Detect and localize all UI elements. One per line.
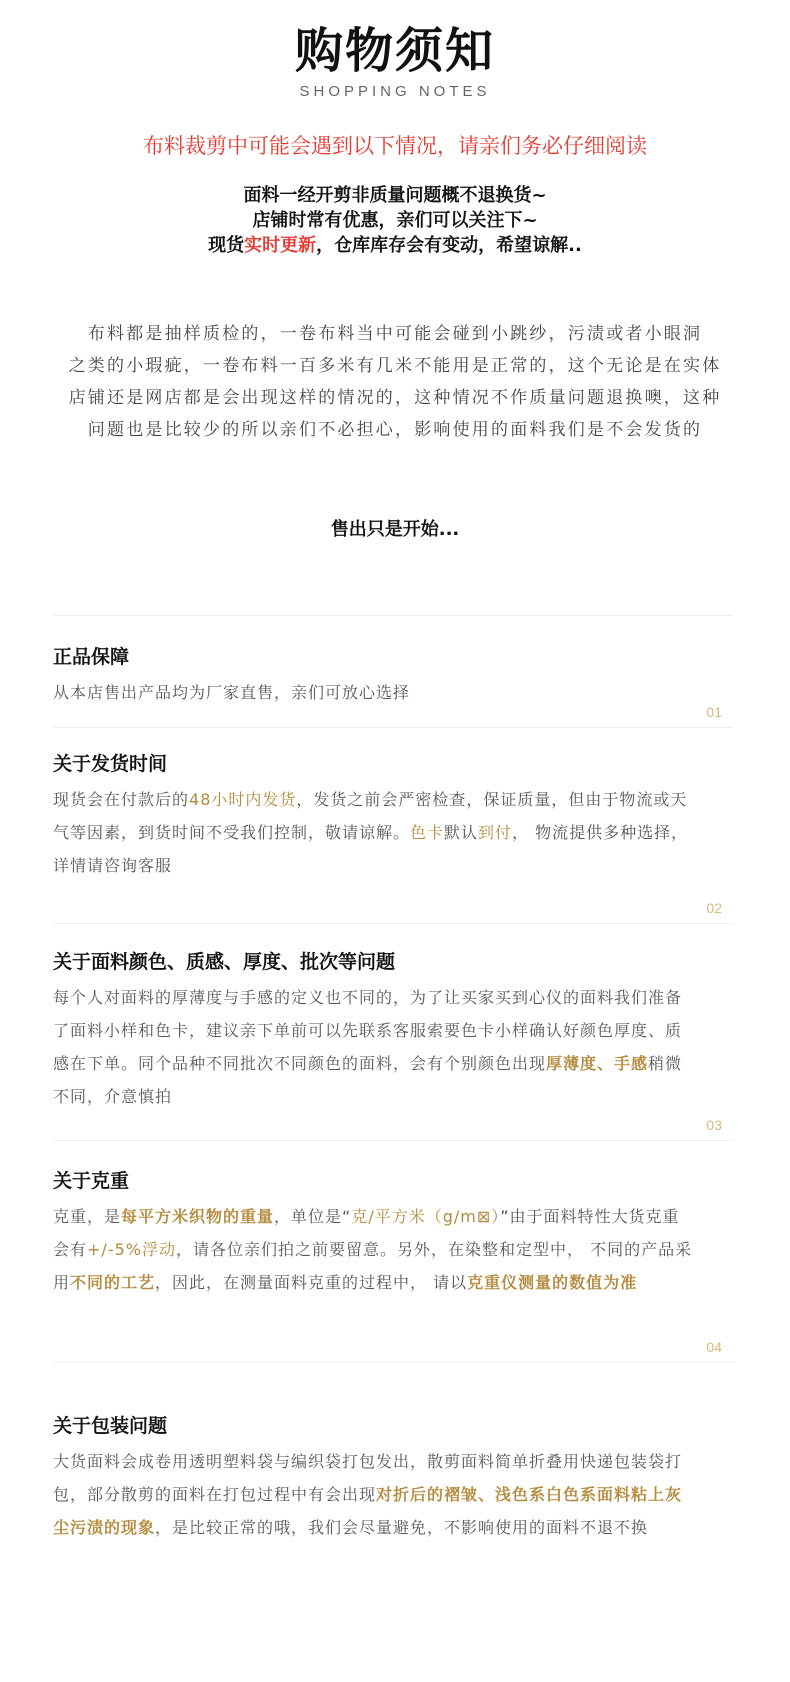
highlight-text: 48小时内发货: [189, 790, 297, 809]
notice-stock-highlight: 实时更新: [244, 235, 317, 256]
notice-no-return: 面料一经开剪非质量问题概不退换货~: [243, 185, 547, 206]
divider: [53, 923, 733, 924]
divider: [53, 727, 733, 728]
intro-line: 店铺还是网店都是会出现这样的情况的，这种情况不作质量问题退换噢，这种: [68, 388, 722, 408]
section-text: ，请各位亲们拍之前要留意。另外，在染整和定型中， 不同的产品采用: [53, 1240, 693, 1292]
divider: [53, 1362, 733, 1363]
highlight-text: 克/平方米（g/m⊠）: [351, 1207, 501, 1226]
highlight-text: 克重仪测量的数值为准: [467, 1273, 638, 1292]
section-text: ， 物流提供多种选择，详情请咨询客服: [53, 823, 689, 875]
divider: [53, 615, 733, 616]
section-text: 大货面料会成卷用透明塑料袋与编织袋打包发出，散剪面料简单折叠用快递包装袋打包，部分散剪的面料在打包过程中有会出现: [53, 1452, 683, 1504]
highlight-text: 厚薄度、手感: [546, 1054, 649, 1073]
section-number: 04: [706, 1339, 722, 1355]
section-title: 关于包装问题: [53, 1415, 168, 1437]
section-text: 稍微不同，介意慎拍: [53, 1054, 683, 1106]
section-number: 03: [706, 1117, 722, 1133]
section-title: 关于面料颜色、质感、厚度、批次等问题: [53, 951, 396, 973]
highlight-text: 每平方米织物的重量: [121, 1207, 275, 1226]
notice-stock-suffix: ，仓库库存会有变动，希望谅解..: [316, 235, 582, 256]
highlight-text: 到付: [478, 823, 513, 842]
notice-stock: [0, 233, 790, 259]
page-subtitle: SHOPPING NOTES: [299, 83, 491, 100]
section-text: ，发货之前会严密检查，保证质量，但由于物流或天气等因素，到货时间不受我们控制，敬请谅解。: [53, 790, 688, 842]
notice-stock-prefix: 现货: [208, 235, 245, 256]
section-text: ，单位是“: [274, 1207, 352, 1226]
section-body: [53, 676, 693, 709]
section-body: [53, 1200, 693, 1299]
notice-follow: 店铺时常有优惠，亲们可以关注下~: [252, 210, 538, 231]
section-number: 01: [706, 704, 722, 720]
section-number: 02: [706, 900, 722, 916]
highlight-text: +/-5%浮动: [87, 1240, 176, 1259]
divider: [53, 1140, 733, 1141]
tagline: 售出只是开始...: [330, 519, 460, 540]
section-text: 克重，是: [53, 1207, 122, 1226]
highlight-text: 不同的工艺: [70, 1273, 156, 1292]
intro-line: 问题也是比较少的所以亲们不必担心，影响使用的面料我们是不会发货的: [87, 420, 703, 440]
section-text: 从本店售出产品均为厂家直售，亲们可放心选择: [53, 683, 411, 702]
page-title: 购物须知: [294, 23, 495, 79]
intro-line: 之类的小瑕疵，一卷布料一百多米有几米不能用是正常的，这个无论是在实体: [68, 356, 722, 376]
section-text: ，因此，在测量面料克重的过程中， 请以: [155, 1273, 468, 1292]
section-body: [53, 1445, 693, 1544]
section-text: 默认: [444, 823, 479, 842]
section-text: 每个人对面料的厚薄度与手感的定义也不同的，为了让买家买到心仪的面料我们准备了面料小样和色卡，建议亲下单前可以先联系客服索要色卡小样确认好颜色厚度、质感在下单。同个品种不同批次不同颜色的面料，会有个别颜色出现: [53, 988, 683, 1073]
warning-text: 布料裁剪中可能会遇到以下情况，请亲们务必仔细阅读: [143, 134, 647, 158]
section-text: ”由于面料特性大货克重会有: [53, 1207, 680, 1259]
highlight-text: 色卡: [410, 823, 445, 842]
section-body: [53, 981, 693, 1113]
highlight-text: 对折后的褶皱、浅色系白色系面料粘上灰尘污渍的现象: [53, 1485, 683, 1537]
section-text: ，是比较正常的哦，我们会尽量避免，不影响使用的面料不退不换: [155, 1518, 649, 1537]
section-title: 正品保障: [53, 646, 130, 668]
section-body: [53, 783, 693, 882]
intro-line: 布料都是抽样质检的，一卷布料当中可能会碰到小跳纱，污渍或者小眼洞: [87, 324, 703, 344]
intro-paragraph: [58, 318, 732, 446]
section-text: 现货会在付款后的: [53, 790, 190, 809]
section-title: 关于发货时间: [53, 753, 168, 775]
section-title: 关于克重: [53, 1170, 130, 1192]
